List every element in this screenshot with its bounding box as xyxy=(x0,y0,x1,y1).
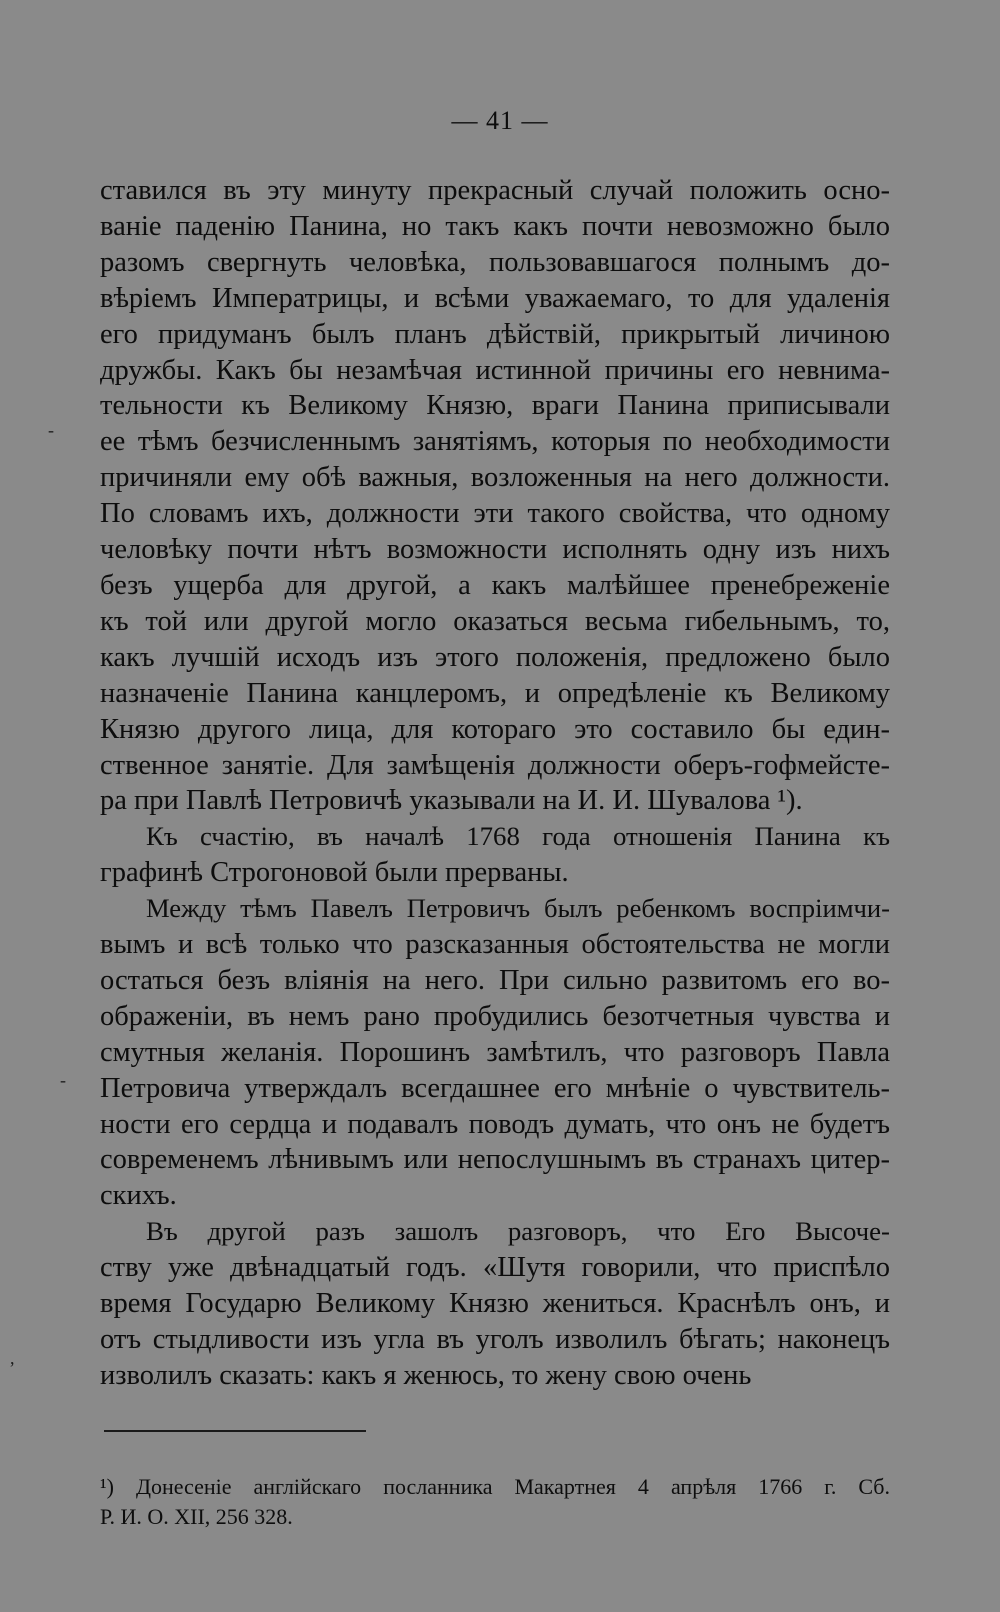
paragraph xyxy=(100,819,890,891)
text-line: Къ счастію, въ началѣ 1768 года отношенія Панина къ xyxy=(146,821,890,852)
page-number: — 41 — xyxy=(451,106,549,135)
text-line: ваніе паденію Панина, но такъ какъ почти невозможно было xyxy=(100,210,890,242)
text-line: ственное занятіе. Для замѣщенія должности оберъ-гофмейсте- xyxy=(100,749,890,781)
text-line: По словамъ ихъ, должности эти такого свойства, что одному xyxy=(100,498,890,530)
text-line: ству уже двѣнадцатый годъ. «Шутя говорили, что приспѣло xyxy=(100,1252,890,1284)
text-line: Князю другого лица, для котораго это составило бы един- xyxy=(100,713,890,745)
text-line: ставился въ эту минуту прекрасный случай положить осно- xyxy=(100,175,890,206)
text-line: разомъ свергнуть человѣка, пользовавшагося полнымъ до- xyxy=(100,246,890,278)
footnote-line: Р. И. О. XII, 256 328. xyxy=(100,1504,293,1529)
text-line: къ той или другой могло оказаться весьма гибельнымъ, то, xyxy=(100,605,890,637)
text-line: безъ ущерба для другой, а какъ малѣйшее пренебреженіе xyxy=(100,569,890,601)
text-line: вымъ и всѣ только что разсказанныя обстоятельства не могли xyxy=(100,929,890,961)
text-line: его придуманъ былъ планъ дѣйствій, прикрытый личиною xyxy=(100,318,890,350)
text-line: какъ лучшій исходъ изъ этого положенія, предложено было xyxy=(100,641,890,673)
text-line: остаться безъ вліянія на него. При сильно развитомъ его во- xyxy=(100,964,890,996)
text-line: тельности къ Великому Князю, враги Панина приписывали xyxy=(100,390,890,422)
text-line: ности его сердца и подавалъ поводъ думать, что онъ не будетъ xyxy=(100,1108,890,1140)
text-line: скихъ. xyxy=(100,1180,177,1212)
text-line: графинѣ Строгоновой были прерваны. xyxy=(100,857,569,889)
margin-mark: - xyxy=(60,1070,66,1090)
margin-mark: - xyxy=(48,420,54,440)
text-line: Между тѣмъ Павелъ Петровичъ былъ ребенкомъ воспріимчи- xyxy=(146,893,890,924)
text-line: Въ другой разъ зашолъ разговоръ, что Его Высоче- xyxy=(146,1216,890,1247)
text-line: смутныя желанія. Порошинъ замѣтилъ, что разговоръ Павла xyxy=(100,1036,890,1068)
text-line: изволилъ сказать: какъ я женюсь, то жену свою очень xyxy=(100,1359,752,1391)
text-line: время Государю Великому Князю жениться. Краснѣлъ онъ, и xyxy=(100,1288,890,1320)
text-line: человѣку почти нѣтъ возможности исполнять одну изъ нихъ xyxy=(100,534,890,566)
text-line: дружбы. Какъ бы незамѣчая истинной причины его невнима- xyxy=(100,354,890,386)
text-line: назначеніе Панина канцлеромъ, и опредѣленіе къ Великому xyxy=(100,677,890,709)
body-text xyxy=(100,173,890,1394)
text-line: вѣріемъ Императрицы, и всѣми уважаемаго, то для удаленія xyxy=(100,282,890,314)
text-line: ее тѣмъ безчисленнымъ занятіямъ, которыя по необходимости xyxy=(100,426,890,458)
text-line: ра при Павлѣ Петровичѣ указывали на И. И. Шувалова ¹). xyxy=(100,785,803,817)
paragraph xyxy=(100,1214,890,1394)
footnote xyxy=(100,1472,890,1532)
text-line: причиняли ему обѣ важныя, возложенныя на него должности. xyxy=(100,462,890,494)
paragraph xyxy=(100,891,890,1214)
text-line: современемъ лѣнивымъ или непослушнымъ въ странахъ цитер- xyxy=(100,1144,890,1176)
footnote-rule xyxy=(104,1430,366,1432)
text-line: ображеніи, въ немъ рано пробудились безотчетныя чувства и xyxy=(100,1000,890,1032)
footnote-line: ¹) Донесеніе англійскаго посланника Макартнея 4 апрѣля 1766 г. Сб. xyxy=(100,1474,890,1499)
paragraph xyxy=(100,173,890,819)
text-line: отъ стыдливости изъ угла въ уголъ изволилъ бѣгать; наконецъ xyxy=(100,1324,890,1355)
margin-mark: , xyxy=(10,1348,15,1368)
text-line: Петровича утверждалъ всегдашнее его мнѣніе о чувствитель- xyxy=(100,1072,890,1104)
